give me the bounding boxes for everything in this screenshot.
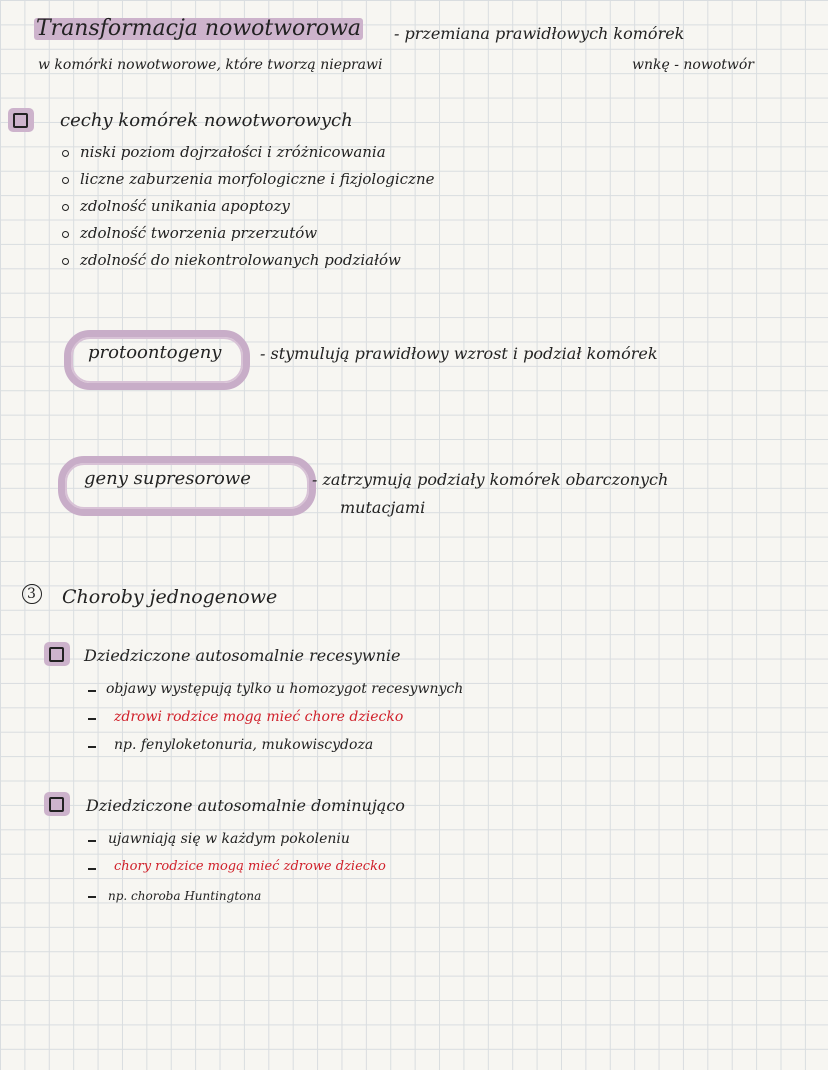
bullet-icon: [62, 204, 69, 211]
cechy-heading: cechy komórek nowotworowych: [60, 110, 353, 131]
bullet-icon: [62, 258, 69, 265]
protoonkogeny-description: - stymulują prawidłowy wzrost i podział komórek: [260, 344, 658, 363]
list-item-highlighted: chory rodzice mogą mieć zdrowe dziecko: [114, 859, 386, 874]
list-item: np. choroba Huntingtona: [108, 889, 262, 903]
bullet-icon: [62, 177, 69, 184]
dash-icon: [88, 746, 96, 748]
bullet-icon: [62, 150, 69, 157]
supresorowe-label: geny supresorowe: [84, 468, 251, 489]
protoonkogeny-label: protoontogeny: [88, 342, 222, 363]
definition-line-1: - przemiana prawidłowych komórek: [394, 24, 685, 43]
list-item: zdolność do niekontrolowanych podziałów: [80, 251, 401, 269]
supresorowe-description-2: mutacjami: [340, 498, 426, 517]
list-item: zdolność tworzenia przerzutów: [80, 224, 318, 242]
bullet-icon: [62, 231, 69, 238]
checkbox-icon: [49, 647, 64, 662]
dash-icon: [88, 896, 96, 898]
dash-icon: [88, 840, 96, 842]
checkbox-icon: [13, 113, 28, 128]
definition-line-2: w komórki nowotworowe, które tworzą nieprawi: [38, 57, 383, 73]
checkbox-icon: [49, 797, 64, 812]
dash-icon: [88, 718, 96, 720]
section-title: Choroby jednogenowe: [62, 586, 278, 608]
supresorowe-description-1: - zatrzymują podziały komórek obarczonych: [312, 470, 669, 489]
list-item: objawy występują tylko u homozygot recesywnych: [106, 681, 464, 697]
list-item: np. fenyloketonuria, mukowiscydoza: [114, 737, 374, 753]
definition-line-3: wnkę - nowotwór: [632, 57, 754, 73]
page-title: Transformacja nowotworowa: [36, 16, 362, 41]
list-item-highlighted: zdrowi rodzice mogą mieć chore dziecko: [114, 709, 404, 725]
recesywne-heading: Dziedziczone autosomalnie recesywnie: [84, 646, 401, 665]
list-item: zdolność unikania apoptozy: [80, 197, 290, 215]
list-item: ujawniają się w każdym pokoleniu: [108, 831, 350, 847]
list-item: liczne zaburzenia morfologiczne i fizjologiczne: [80, 170, 435, 188]
dash-icon: [88, 868, 96, 870]
dash-icon: [88, 690, 96, 692]
dominujace-heading: Dziedziczone autosomalnie dominująco: [86, 796, 405, 815]
section-number: 3: [27, 586, 36, 602]
list-item: niski poziom dojrzałości i zróżnicowania: [80, 143, 386, 161]
